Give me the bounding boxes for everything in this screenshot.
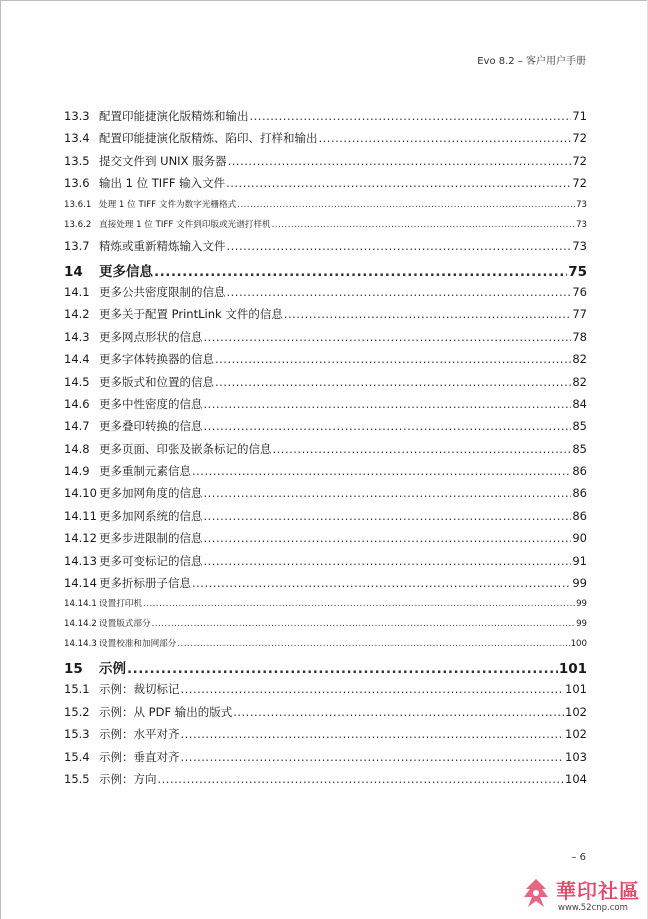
toc-entry-number: 14.6: [64, 396, 90, 411]
toc-leader-dots: [284, 307, 572, 321]
toc-entry-number: 14.14: [64, 576, 97, 591]
toc-entry-title: 配置印能捷演化版精炼和输出: [99, 109, 249, 123]
toc-entry-number: 14.14.3: [64, 639, 97, 650]
toc-leader-dots: [227, 285, 572, 299]
toc-entry-page: 73: [576, 219, 587, 230]
toc-entry-number: 14.10: [64, 486, 97, 501]
toc-leader-dots: [158, 772, 565, 786]
toc-entry-page: 101: [565, 682, 587, 697]
toc-entry[interactable]: [64, 218, 587, 238]
watermark: [518, 875, 643, 917]
toc-leader-dots: [233, 705, 564, 719]
toc-entry-number: 14.1: [64, 284, 90, 299]
toc-entry[interactable]: [64, 575, 587, 597]
toc-entry[interactable]: [64, 130, 587, 152]
toc-leader-dots: [215, 375, 571, 389]
toc-entry-number: 14.9: [64, 464, 90, 479]
toc-entry-title: 更多可变标记的信息: [99, 553, 203, 568]
toc-entry-number: 14.3: [64, 329, 90, 344]
toc-entry-page: 82: [572, 352, 587, 367]
toc-leader-dots: [192, 464, 571, 478]
toc-entry-title: 更多信息: [99, 263, 153, 280]
watermark-url: www.52cnp.com: [558, 903, 628, 913]
toc-entry-number: 14.8: [64, 441, 90, 456]
toc-entry-number: 13.4: [64, 131, 90, 146]
toc-entry[interactable]: [64, 351, 587, 373]
toc-entry-page: 75: [568, 263, 587, 280]
toc-entry-title: 更多折标册子信息: [99, 576, 191, 591]
toc-entry-number: 14.11: [64, 508, 97, 523]
toc-entry[interactable]: [64, 617, 587, 637]
toc-leader-dots: [127, 661, 558, 677]
toc-entry-page: 101: [558, 661, 587, 678]
toc-entry-page: 85: [572, 419, 587, 434]
toc-entry-page: 104: [565, 771, 587, 786]
toc-entry[interactable]: [64, 553, 587, 575]
toc-entry-page: 82: [572, 374, 587, 389]
toc-entry-page: 99: [576, 599, 587, 610]
toc-entry-title: 精炼或重新精炼输入文件: [99, 238, 226, 253]
toc-entry-number: 14.14.1: [64, 599, 97, 610]
toc-entry-page: 102: [565, 727, 587, 742]
toc-entry-title: 更多版式和位置的信息: [99, 374, 214, 389]
toc-leader-dots: [204, 486, 572, 500]
toc-leader-dots: [272, 220, 575, 230]
toc-entry-number: 13.6.2: [64, 219, 92, 230]
toc-entry-number: 15.5: [64, 771, 90, 786]
toc-entry-page: 78: [572, 329, 587, 344]
toc-entry-title: 更多重制元素信息: [99, 464, 191, 479]
toc-entry[interactable]: [64, 530, 587, 552]
toc-entry[interactable]: [64, 329, 587, 351]
toc-leader-dots: [204, 397, 572, 411]
toc-entry[interactable]: [64, 284, 587, 306]
toc-entry-page: 100: [570, 639, 587, 650]
toc-leader-dots: [143, 599, 575, 609]
toc-leader-dots: [192, 576, 571, 590]
toc-entry-title: 示例：裁切标记: [99, 682, 180, 697]
toc-entry-page: 84: [572, 396, 587, 411]
toc-entry-page: 86: [572, 486, 587, 501]
toc-entry[interactable]: [64, 418, 587, 440]
toc-entry[interactable]: [64, 260, 587, 284]
toc-entry-number: 14.13: [64, 553, 97, 568]
toc-entry-title: 输出 1 位 TIFF 输入文件: [99, 176, 226, 191]
toc-entry-title: 更多字体转换器的信息: [99, 352, 214, 367]
toc-entry-page: 72: [572, 131, 587, 146]
toc-entry-page: 73: [576, 199, 587, 210]
toc-entry-number: 13.5: [64, 153, 90, 168]
toc-entry-title: 更多加网角度的信息: [99, 486, 203, 501]
toc-entry-title: 示例：从 PDF 输出的版式: [99, 704, 233, 719]
toc-entry[interactable]: [64, 175, 587, 197]
toc-entry[interactable]: [64, 657, 587, 681]
toc-entry-title: 直接处理 1 位 TIFF 文件到印版或光谱打样机: [99, 219, 271, 230]
toc-leader-dots: [152, 619, 575, 629]
toc-leader-dots: [181, 727, 565, 741]
toc-entry[interactable]: [64, 374, 587, 396]
toc-entry-number: 14.5: [64, 374, 90, 389]
toc-entry[interactable]: [64, 306, 587, 328]
toc-entry-number: 13.6: [64, 176, 90, 191]
toc-entry-title: 更多公共密度限制的信息: [99, 284, 226, 299]
toc-leader-dots: [181, 682, 565, 696]
toc-entry-title: 示例：水平对齐: [99, 727, 180, 742]
toc-entry[interactable]: [64, 681, 587, 703]
toc-leader-dots: [154, 264, 567, 280]
toc-leader-dots: [226, 176, 571, 190]
toc-entry-number: 13.7: [64, 238, 90, 253]
page-number: – 6: [571, 852, 586, 863]
toc-entry[interactable]: [64, 726, 587, 748]
toc-entry-number: 15: [64, 661, 83, 678]
toc-entry-number: 13.6.1: [64, 199, 92, 210]
toc-leader-dots: [204, 419, 572, 433]
table-of-contents: [64, 108, 587, 793]
toc-entry[interactable]: [64, 238, 587, 260]
toc-entry-title: 示例：垂直对齐: [99, 749, 180, 764]
page-border-top: [0, 0, 648, 1]
watermark-text: 華印社區: [556, 879, 640, 903]
toc-leader-dots: [319, 131, 572, 145]
toc-entry-number: 15.4: [64, 749, 90, 764]
toc-entry-page: 99: [572, 576, 587, 591]
toc-entry-number: 14.7: [64, 419, 90, 434]
toc-entry-page: 71: [572, 109, 587, 123]
toc-entry-page: 99: [576, 619, 587, 630]
toc-entry-title: 设置校准和加网部分: [99, 639, 177, 650]
toc-entry-number: 14.14.2: [64, 619, 97, 630]
toc-entry-number: 15.3: [64, 727, 90, 742]
toc-entry-title: 更多步进限制的信息: [99, 531, 203, 546]
toc-leader-dots: [227, 239, 572, 253]
toc-entry-title: 配置印能捷演化版精炼、陷印、打样和输出: [99, 131, 318, 146]
toc-leader-dots: [204, 330, 572, 344]
toc-entry[interactable]: [64, 597, 587, 617]
toc-entry-page: 76: [572, 284, 587, 299]
toc-entry-page: 72: [572, 176, 587, 191]
toc-leader-dots: [177, 639, 569, 649]
toc-entry-title: 设置版式部分: [99, 619, 151, 630]
running-header: Evo 8.2 – 客户用户手册: [477, 56, 586, 67]
toc-leader-dots: [204, 531, 572, 545]
toc-entry-page: 72: [572, 153, 587, 168]
toc-entry-title: 更多加网系统的信息: [99, 508, 203, 523]
toc-entry-page: 102: [565, 704, 587, 719]
toc-entry-title: 更多中性密度的信息: [99, 396, 203, 411]
toc-entry[interactable]: [64, 441, 587, 463]
toc-entry-number: 15.1: [64, 682, 90, 697]
toc-entry[interactable]: [64, 771, 587, 793]
toc-entry-title: 提交文件到 UNIX 服务器: [99, 153, 227, 168]
toc-leader-dots: [250, 109, 572, 123]
page-border-left: [0, 0, 1, 919]
toc-entry-number: 14.2: [64, 307, 90, 322]
toc-entry[interactable]: [64, 508, 587, 530]
toc-leader-dots: [273, 442, 572, 456]
toc-entry[interactable]: [64, 485, 587, 507]
toc-entry[interactable]: [64, 749, 587, 771]
toc-leader-dots: [228, 154, 572, 168]
toc-entry-number: 14: [64, 263, 83, 280]
toc-leader-dots: [181, 750, 565, 764]
toc-entry[interactable]: [64, 108, 587, 130]
toc-entry[interactable]: [64, 153, 587, 175]
toc-entry-page: 91: [572, 553, 587, 568]
toc-entry-page: 73: [572, 238, 587, 253]
toc-entry-number: 13.3: [64, 109, 90, 123]
toc-entry-page: 90: [572, 531, 587, 546]
toc-entry-page: 86: [572, 508, 587, 523]
toc-leader-dots: [215, 352, 571, 366]
toc-entry[interactable]: [64, 396, 587, 418]
toc-entry-number: 15.2: [64, 704, 90, 719]
toc-entry[interactable]: [64, 704, 587, 726]
toc-entry-title: 处理 1 位 TIFF 文件为数字光栅格式: [99, 199, 237, 210]
toc-entry-number: 14.4: [64, 352, 90, 367]
toc-entry[interactable]: [64, 198, 587, 218]
toc-entry[interactable]: [64, 637, 587, 657]
toc-entry-page: 85: [572, 441, 587, 456]
toc-entry-title: 示例：方向: [99, 771, 157, 786]
toc-leader-dots: [237, 200, 575, 210]
toc-entry-title: 更多叠印转换的信息: [99, 419, 203, 434]
toc-entry-page: 77: [572, 307, 587, 322]
toc-entry-page: 86: [572, 464, 587, 479]
toc-leader-dots: [204, 509, 572, 523]
toc-entry-title: 更多网点形状的信息: [99, 329, 203, 344]
toc-entry-title: 更多关于配置 PrintLink 文件的信息: [99, 307, 283, 322]
toc-entry-page: 103: [565, 749, 587, 764]
watermark-logo-icon: [518, 875, 554, 915]
toc-entry-title: 设置打印机: [99, 599, 142, 610]
toc-leader-dots: [204, 554, 572, 568]
toc-entry-title: 示例: [99, 661, 126, 678]
toc-entry-title: 更多页面、印张及嵌条标记的信息: [99, 441, 272, 456]
toc-entry-number: 14.12: [64, 531, 97, 546]
toc-entry[interactable]: [64, 463, 587, 485]
